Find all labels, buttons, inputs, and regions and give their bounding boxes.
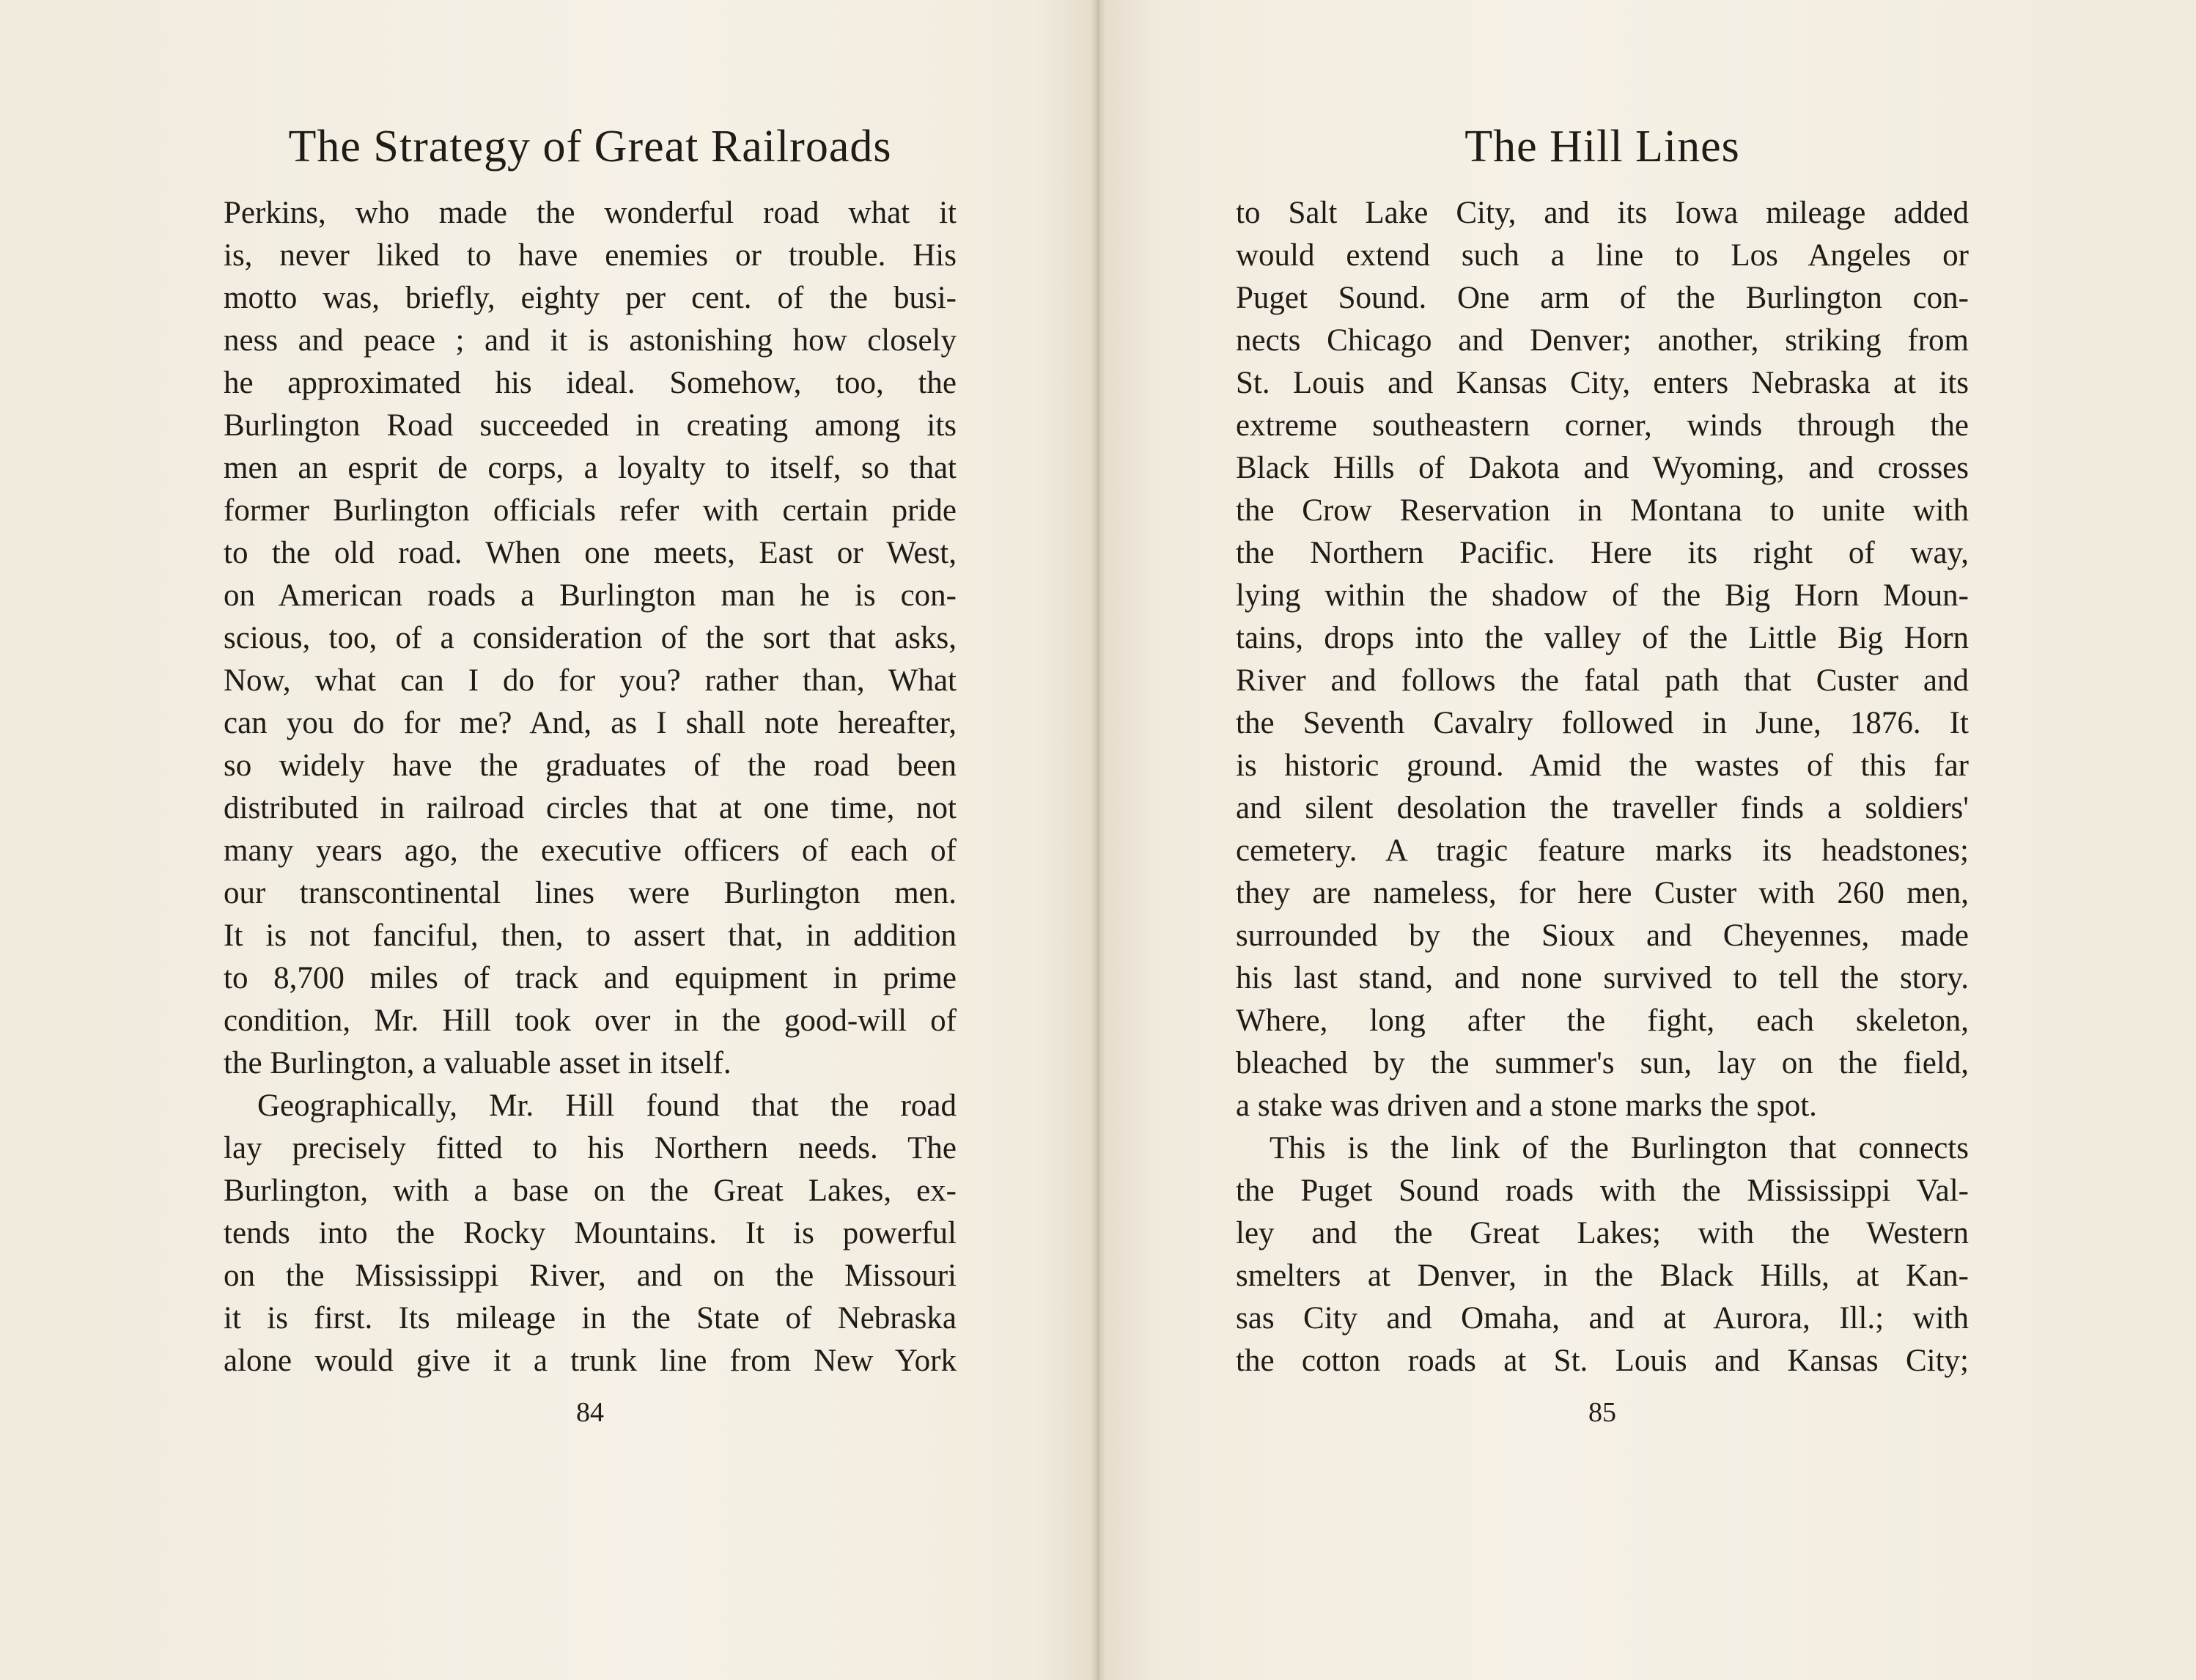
text-line: extreme southeastern corner, winds through the (1236, 408, 1969, 443)
text-line: scious, too, of a consideration of the sort that asks, (224, 621, 957, 655)
left-page (224, 0, 957, 1680)
text-line: on the Mississippi River, and on the Missouri (224, 1259, 957, 1293)
text-line: the Seventh Cavalry followed in June, 1876. It (1236, 706, 1969, 740)
text-line: and silent desolation the traveller finds a soldiers' (1236, 791, 1969, 825)
text-line: nects Chicago and Denver; another, striking from (1236, 323, 1969, 358)
text-line: smelters at Denver, in the Black Hills, at Kan- (1236, 1259, 1969, 1293)
text-line: tains, drops into the valley of the Little Big Horn (1236, 621, 1969, 655)
text-line: Geographically, Mr. Hill found that the road (257, 1088, 957, 1123)
text-line: on American roads a Burlington man he is con- (224, 578, 957, 613)
right-body-text (1236, 192, 1969, 1382)
text-line: bleached by the summer's sun, lay on the field, (1236, 1046, 1969, 1080)
text-line: it is first. Its mileage in the State of Nebraska (224, 1301, 957, 1335)
right-running-head: The Hill Lines (1464, 122, 1740, 172)
text-line: he approximated his ideal. Somehow, too, the (224, 366, 957, 400)
text-line: ley and the Great Lakes; with the Western (1236, 1216, 1969, 1250)
left-page-number: 84 (576, 1397, 604, 1428)
text-line: would extend such a line to Los Angeles or (1236, 238, 1969, 273)
text-line: the cotton roads at St. Louis and Kansas City; (1236, 1344, 1969, 1378)
text-line: so widely have the graduates of the road been (224, 748, 957, 783)
text-line: motto was, briefly, eighty per cent. of the busi- (224, 281, 957, 315)
text-line: alone would give it a trunk line from New York (224, 1344, 957, 1378)
text-line: the Northern Pacific. Here its right of way, (1236, 536, 1969, 570)
text-line: to 8,700 miles of track and equipment in prime (224, 961, 957, 995)
text-line: Where, long after the fight, each skeleton, (1236, 1003, 1969, 1038)
text-line: lying within the shadow of the Big Horn Moun- (1236, 578, 1969, 613)
text-line: the Crow Reservation in Montana to unite with (1236, 493, 1969, 528)
text-line: surrounded by the Sioux and Cheyennes, made (1236, 918, 1969, 953)
text-line: a stake was driven and a stone marks the spot. (1236, 1088, 1817, 1123)
left-running-head: The Strategy of Great Railroads (288, 122, 892, 172)
text-line: they are nameless, for here Custer with 260 men, (1236, 876, 1969, 910)
text-line: lay precisely fitted to his Northern needs. The (224, 1131, 957, 1165)
text-line: many years ago, the executive officers of each of (224, 833, 957, 868)
text-line: distributed in railroad circles that at one time, not (224, 791, 957, 825)
left-body-text (224, 192, 957, 1382)
right-page-number: 85 (1588, 1397, 1616, 1428)
text-line: River and follows the fatal path that Custer and (1236, 663, 1969, 698)
text-line: Now, what can I do for you? rather than, What (224, 663, 957, 698)
text-line: It is not fanciful, then, to assert that, in addition (224, 918, 957, 953)
text-line: men an esprit de corps, a loyalty to itself, so that (224, 451, 957, 485)
text-line: former Burlington officials refer with certain pride (224, 493, 957, 528)
text-line: cemetery. A tragic feature marks its headstones; (1236, 833, 1969, 868)
book-gutter (1091, 0, 1105, 1680)
text-line: is, never liked to have enemies or trouble. His (224, 238, 957, 273)
text-line: is historic ground. Amid the wastes of this far (1236, 748, 1969, 783)
text-line: to the old road. When one meets, East or West, (224, 536, 957, 570)
text-line: St. Louis and Kansas City, enters Nebraska at its (1236, 366, 1969, 400)
text-line: Burlington Road succeeded in creating among its (224, 408, 957, 443)
text-line: Black Hills of Dakota and Wyoming, and crosses (1236, 451, 1969, 485)
text-line: our transcontinental lines were Burlington men. (224, 876, 957, 910)
text-line: ness and peace ; and it is astonishing how closely (224, 323, 957, 358)
text-line: This is the link of the Burlington that connects (1270, 1131, 1969, 1165)
text-line: tends into the Rocky Mountains. It is powerful (224, 1216, 957, 1250)
text-line: Puget Sound. One arm of the Burlington con- (1236, 281, 1969, 315)
text-line: Burlington, with a base on the Great Lakes, ex- (224, 1174, 957, 1208)
text-line: the Burlington, a valuable asset in itself. (224, 1046, 732, 1080)
text-line: Perkins, who made the wonderful road what it (224, 196, 957, 230)
text-line: the Puget Sound roads with the Mississippi Val- (1236, 1174, 1969, 1208)
text-line: his last stand, and none survived to tell the story. (1236, 961, 1969, 995)
text-line: condition, Mr. Hill took over in the good-will of (224, 1003, 957, 1038)
right-page (1236, 0, 1969, 1680)
text-line: sas City and Omaha, and at Aurora, Ill.; with (1236, 1301, 1969, 1335)
text-line: to Salt Lake City, and its Iowa mileage added (1236, 196, 1969, 230)
text-line: can you do for me? And, as I shall note hereafter, (224, 706, 957, 740)
